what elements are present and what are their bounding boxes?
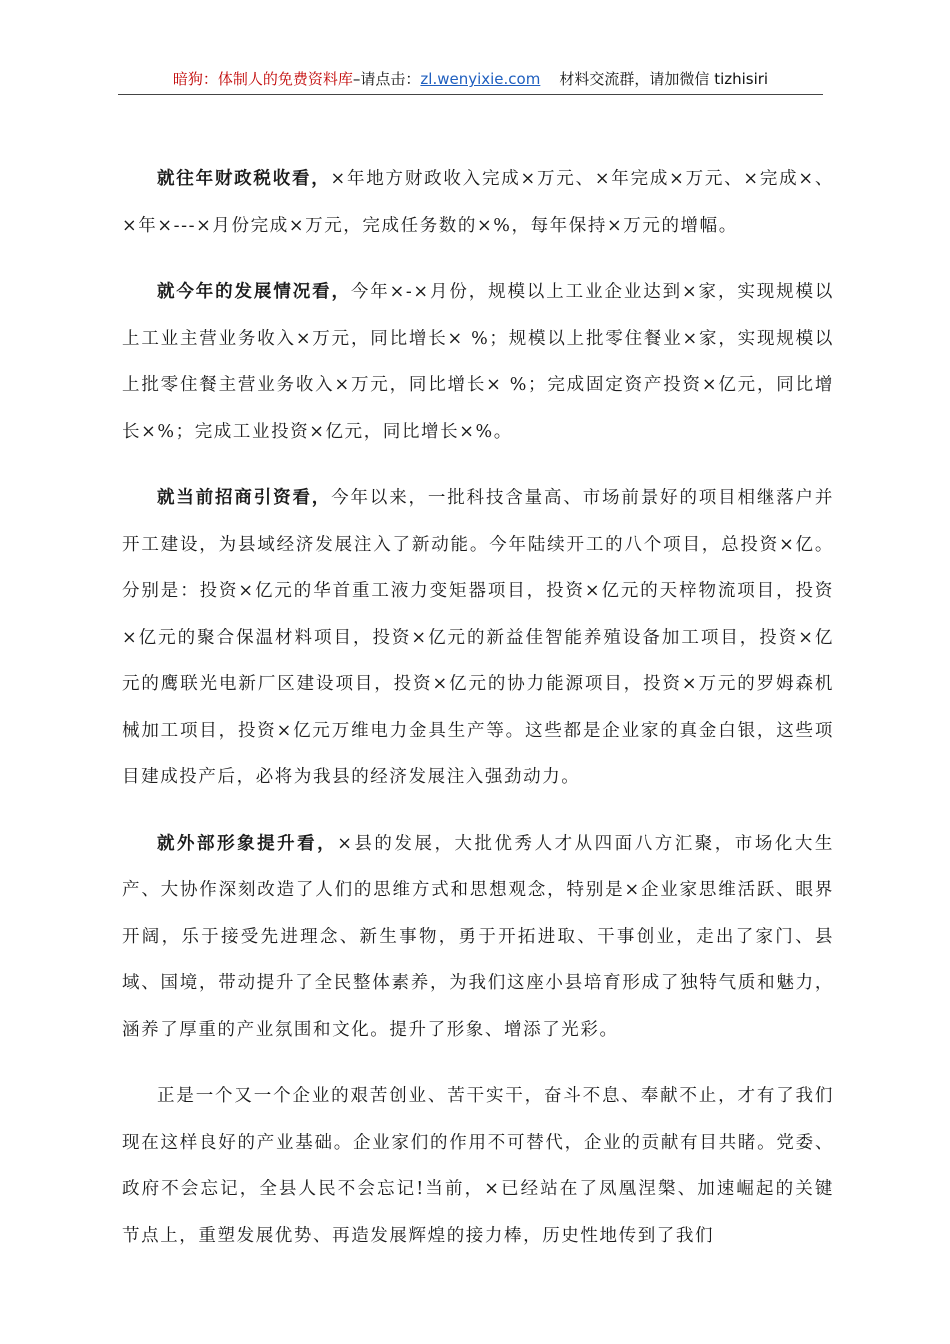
paragraph-text: 正是一个又一个企业的艰苦创业、苦干实干，奋斗不息、奉献不止，才有了我们现在这样良好的产业基础。企业家们的作用不可替代，企业的贡献有目共睹。党委、政府不会忘记，全县人民不会忘记!当前，×已经站在了凤凰涅槃、加速崛起的关键节点上，重塑发展优势、再造发展辉煌的接力棒，历史性地传到了我们 <box>122 1086 834 1246</box>
paragraph-lead: 就今年的发展情况看， <box>157 282 351 302</box>
header-click-prompt: –请点击： <box>352 70 421 88</box>
paragraph-text: 今年以来，一批科技含量高、市场前景好的项目相继落户并开工建设，为县域经济发展注入了新动能。今年陆续开工的八个项目，总投资×亿。分别是：投资×亿元的华首重工液力变矩器项目，投资×亿元的天梓物流项目，投资×亿元的聚合保温材料项目，投资×亿元的新益佳智能养殖设备加工项目，投资×亿元的鹰联光电新厂区建设项目，投资×亿元的协力能源项目，投资×万元的罗姆森机械加工项目，投资×亿元万维电力金具生产等。这些都是企业家的真金白银，这些项目建成投产后，必将为我县的经济发展注入强劲动力。 <box>122 488 834 787</box>
paragraph-text: ×县的发展，大批优秀人才从四面八方汇聚，市场化大生产、大协作深刻改造了人们的思维方式和思想观念，特别是×企业家思维活跃、眼界开阔，乐于接受先进理念、新生事物，勇于开拓进取、干事创业，走出了家门、县域、国境，带动提升了全民整体素养，为我们这座小县培育形成了独特气质和魅力，涵养了厚重的产业氛围和文化。提升了形象、增添了光彩。 <box>122 833 834 1040</box>
document-body <box>122 156 834 1279</box>
paragraph-fiscal-revenue <box>122 156 834 249</box>
paragraph-investment-attraction <box>122 475 834 801</box>
paragraph-lead: 就当前招商引资看， <box>157 488 332 508</box>
paragraph-conclusion <box>122 1073 834 1259</box>
header-url-link[interactable]: zl.wenyixie.com <box>420 70 541 88</box>
paragraph-this-year-development <box>122 269 834 455</box>
paragraph-lead: 就往年财政税收看， <box>157 169 331 189</box>
paragraph-text: ×年地方财政收入完成×万元、×年完成×万元、×完成×、×年×---×月份完成×万元，完成任务数的×%，每年保持×万元的增幅。 <box>122 169 834 236</box>
paragraph-external-image <box>122 821 834 1054</box>
header-contact: 材料交流群，请加微信 tizhisiri <box>559 70 769 88</box>
paragraph-lead: 就外部形象提升看， <box>157 833 338 854</box>
paragraph-text: 今年×-×月份，规模以上工业企业达到×家，实现规模以上工业主营业务收入×万元，同比增长× %；规模以上批零住餐业×家，实现规模以上批零住餐主营业务收入×万元，同比增长× %；完成固定资产投资×亿元，同比增长×%；完成工业投资×亿元，同比增长×%。 <box>122 282 834 442</box>
page-header <box>118 66 823 95</box>
header-brand: 暗狗：体制人的免费资料库 <box>172 70 353 88</box>
